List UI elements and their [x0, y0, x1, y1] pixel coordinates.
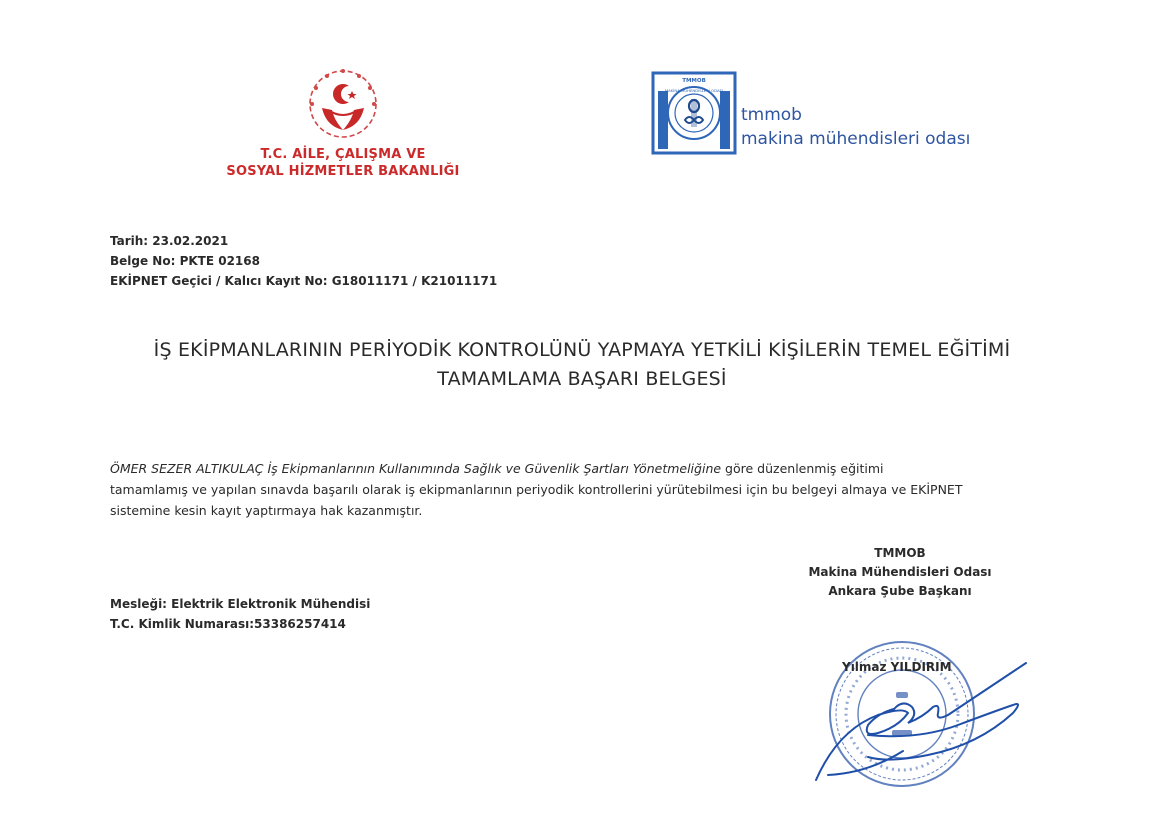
- registration-number: EKİPNET Geçici / Kalıcı Kayıt No: G18011171 / K21011171: [110, 274, 498, 288]
- recipient-name: ÖMER SEZER ALTIKULAÇ: [110, 461, 264, 476]
- signatory-org-full: Makina Mühendisleri Odası: [808, 565, 992, 579]
- document-number: Belge No: PKTE 02168: [110, 254, 260, 268]
- tmmob-wordmark-line1: tmmob: [741, 105, 802, 125]
- body-line3: sistemine kesin kayıt yaptırmaya hak kazanmıştır.: [110, 503, 423, 518]
- ministry-name-line2: SOSYAL HİZMETLER BAKANLIĞI: [226, 164, 460, 179]
- signatory-position: Ankara Şube Başkanı: [828, 584, 972, 598]
- id-number: T.C. Kimlik Numarası:53386257414: [110, 617, 346, 631]
- signatory-org-short: TMMOB: [874, 546, 926, 560]
- title-line2: TAMAMLAMA BAŞARI BELGESİ: [437, 368, 727, 390]
- certificate-body: [110, 458, 1040, 521]
- ministry-name: [220, 146, 466, 180]
- tmmob-emblem-top-text: TMMOB: [682, 78, 706, 84]
- signatory-block: [780, 544, 1020, 601]
- profession: Mesleği: Elektrik Elektronik Mühendisi: [110, 597, 371, 611]
- document-date: Tarih: 23.02.2021: [110, 234, 229, 248]
- ministry-emblem-icon: [304, 64, 382, 144]
- tmmob-wordmark-line2: makina mühendisleri odası: [741, 129, 971, 149]
- tmmob-emblem-ring-text: MAKİNA MÜHENDİSLERİ ODASI: [664, 88, 724, 93]
- certificate-title: [60, 336, 1104, 394]
- signer-name: Yılmaz YILDIRIM: [842, 660, 952, 674]
- body-line1: [110, 458, 1040, 479]
- title-line1: İŞ EKİPMANLARININ PERİYODİK KONTROLÜNÜ YAPMAYA YETKİLİ KİŞİLERİN TEMEL EĞİTİMİ: [153, 339, 1011, 361]
- ministry-name-line1: T.C. AİLE, ÇALIŞMA VE: [260, 147, 426, 162]
- signature-icon: [808, 655, 1038, 790]
- tmmob-wordmark: [741, 103, 970, 151]
- body-line2: tamamlamış ve yapılan sınavda başarılı olarak iş ekipmanlarının periyodik kontrollerini yürütebilmesi için bu belgeyi almaya ve EKİPNET: [110, 482, 963, 497]
- body-line1-rest: göre düzenlenmiş eğitimi: [725, 461, 884, 476]
- tmmob-emblem-icon: [651, 71, 737, 155]
- regulation-name: İş Ekipmanlarının Kullanımında Sağlık ve Güvenlik Şartları Yönetmeliğine: [267, 461, 722, 476]
